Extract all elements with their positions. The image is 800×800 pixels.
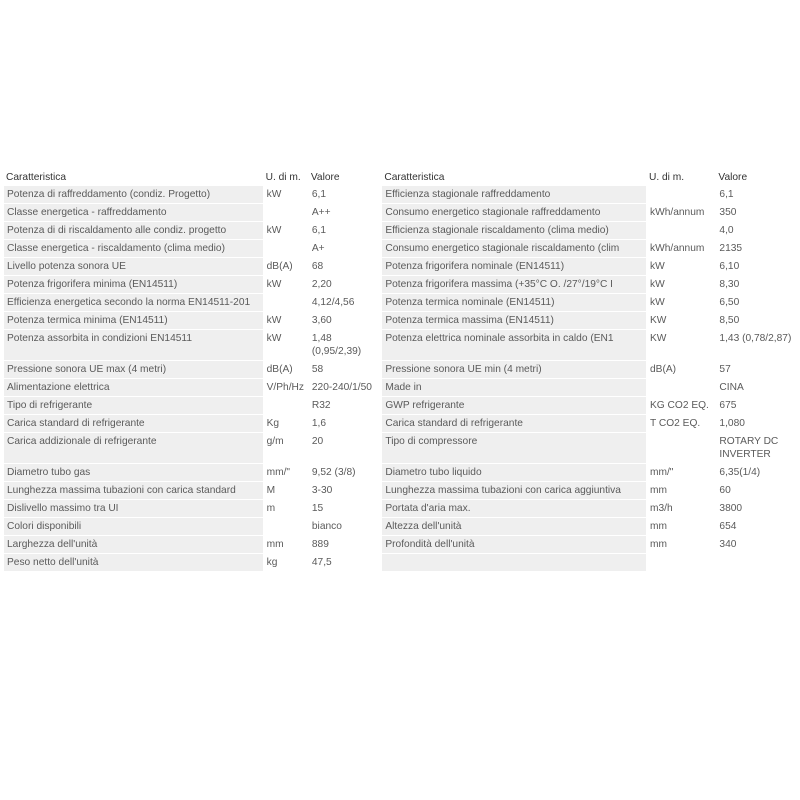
value-left: 4,12/4,56: [309, 294, 381, 311]
table-row: [4, 361, 799, 378]
table-row: [4, 276, 799, 293]
feature-right: Diametro tubo liquido: [382, 464, 646, 481]
value-right: 6,10: [716, 258, 799, 275]
value-left: 9,52 (3/8): [309, 464, 381, 481]
feature-right: Tipo di compressore: [382, 433, 646, 463]
value-right: 4,0: [716, 222, 799, 239]
unit-left: m: [264, 500, 308, 517]
unit-right: T CO2 EQ.: [647, 415, 715, 432]
feature-left: Tipo di refrigerante: [4, 397, 263, 414]
unit-left: V/Ph/Hz: [264, 379, 308, 396]
unit-right: kW: [647, 294, 715, 311]
feature-right: GWP refrigerante: [382, 397, 646, 414]
unit-left: g/m: [264, 433, 308, 463]
value-left: 220-240/1/50: [309, 379, 381, 396]
unit-right: [647, 379, 715, 396]
feature-left: Potenza termica minima (EN14511): [4, 312, 263, 329]
unit-right: kWh/annum: [647, 240, 715, 257]
value-right: 8,30: [716, 276, 799, 293]
unit-left: Kg: [264, 415, 308, 432]
value-right: ROTARY DC INVERTER: [716, 433, 799, 463]
unit-left: [264, 240, 308, 257]
table-row: [4, 204, 799, 221]
table-row: [4, 186, 799, 203]
feature-left: Pressione sonora UE max (4 metri): [4, 361, 263, 378]
value-right: 57: [716, 361, 799, 378]
spec-table: [3, 168, 800, 572]
feature-left: Lunghezza massima tubazioni con carica standard: [4, 482, 263, 499]
feature-right: Made in: [382, 379, 646, 396]
feature-left: Carica addizionale di refrigerante: [4, 433, 263, 463]
header-value-left: Valore: [309, 169, 381, 185]
unit-left: kW: [264, 330, 308, 360]
unit-left: dB(A): [264, 361, 308, 378]
feature-right: Potenza frigorifera massima (+35°C O. /27°/19°C I: [382, 276, 646, 293]
feature-left: Potenza assorbita in condizioni EN14511: [4, 330, 263, 360]
value-left: R32: [309, 397, 381, 414]
value-right: 1,080: [716, 415, 799, 432]
unit-left: kW: [264, 222, 308, 239]
header-value-right: Valore: [716, 169, 799, 185]
unit-right: KW: [647, 330, 715, 360]
unit-left: kW: [264, 312, 308, 329]
feature-left: Peso netto dell'unità: [4, 554, 263, 571]
unit-right: kW: [647, 258, 715, 275]
unit-right: m3/h: [647, 500, 715, 517]
feature-right: Altezza dell'unità: [382, 518, 646, 535]
feature-right: Pressione sonora UE min (4 metri): [382, 361, 646, 378]
unit-right: mm: [647, 518, 715, 535]
feature-left: Larghezza dell'unità: [4, 536, 263, 553]
spec-table-container: [3, 168, 800, 572]
feature-left: Classe energetica - raffreddamento: [4, 204, 263, 221]
value-right: 6,35(1/4): [716, 464, 799, 481]
spec-table-body: [4, 186, 799, 571]
unit-right: [647, 186, 715, 203]
header-row: [4, 169, 799, 185]
value-right: 8,50: [716, 312, 799, 329]
value-left: 1,48 (0,95/2,39): [309, 330, 381, 360]
table-row: [4, 258, 799, 275]
value-right: 6,50: [716, 294, 799, 311]
feature-right: Potenza termica massima (EN14511): [382, 312, 646, 329]
feature-right: Potenza elettrica nominale assorbita in caldo (EN1: [382, 330, 646, 360]
table-row: [4, 397, 799, 414]
header-feature-right: Caratteristica: [382, 169, 646, 185]
feature-right: [382, 554, 646, 571]
feature-left: Dislivello massimo tra UI: [4, 500, 263, 517]
unit-right: KG CO2 EQ.: [647, 397, 715, 414]
table-row: [4, 554, 799, 571]
unit-left: [264, 204, 308, 221]
table-row: [4, 312, 799, 329]
unit-left: kW: [264, 276, 308, 293]
value-left: 15: [309, 500, 381, 517]
table-row: [4, 518, 799, 535]
unit-right: kWh/annum: [647, 204, 715, 221]
feature-right: Efficienza stagionale riscaldamento (clima medio): [382, 222, 646, 239]
unit-right: [647, 222, 715, 239]
unit-right: [647, 433, 715, 463]
unit-left: kg: [264, 554, 308, 571]
value-right: 60: [716, 482, 799, 499]
value-left: 3,60: [309, 312, 381, 329]
feature-right: Efficienza stagionale raffreddamento: [382, 186, 646, 203]
value-right: 654: [716, 518, 799, 535]
feature-left: Efficienza energetica secondo la norma EN14511-201: [4, 294, 263, 311]
value-left: bianco: [309, 518, 381, 535]
table-row: [4, 500, 799, 517]
value-right: 6,1: [716, 186, 799, 203]
value-left: 2,20: [309, 276, 381, 293]
value-left: 58: [309, 361, 381, 378]
feature-left: Carica standard di refrigerante: [4, 415, 263, 432]
value-right: 340: [716, 536, 799, 553]
feature-right: Potenza frigorifera nominale (EN14511): [382, 258, 646, 275]
table-row: [4, 482, 799, 499]
header-unit-left: U. di m.: [264, 169, 308, 185]
unit-left: [264, 518, 308, 535]
unit-right: mm: [647, 536, 715, 553]
feature-right: Profondità dell'unità: [382, 536, 646, 553]
feature-left: Livello potenza sonora UE: [4, 258, 263, 275]
feature-right: Lunghezza massima tubazioni con carica aggiuntiva: [382, 482, 646, 499]
value-right: 2135: [716, 240, 799, 257]
feature-left: Classe energetica - riscaldamento (clima medio): [4, 240, 263, 257]
feature-left: Alimentazione elettrica: [4, 379, 263, 396]
feature-left: Colori disponibili: [4, 518, 263, 535]
unit-right: KW: [647, 312, 715, 329]
value-right: [716, 554, 799, 571]
table-row: [4, 379, 799, 396]
feature-right: Consumo energetico stagionale raffreddamento: [382, 204, 646, 221]
value-left: 68: [309, 258, 381, 275]
table-row: [4, 536, 799, 553]
feature-right: Carica standard di refrigerante: [382, 415, 646, 432]
feature-right: Portata d'aria max.: [382, 500, 646, 517]
feature-right: Potenza termica nominale (EN14511): [382, 294, 646, 311]
value-left: A+: [309, 240, 381, 257]
value-left: 6,1: [309, 186, 381, 203]
feature-left: Diametro tubo gas: [4, 464, 263, 481]
unit-left: [264, 294, 308, 311]
value-right: CINA: [716, 379, 799, 396]
table-row: [4, 240, 799, 257]
feature-left: Potenza di di riscaldamento alle condiz. progetto: [4, 222, 263, 239]
unit-right: mm: [647, 482, 715, 499]
value-right: 350: [716, 204, 799, 221]
table-row: [4, 330, 799, 360]
table-row: [4, 464, 799, 481]
value-left: A++: [309, 204, 381, 221]
header-feature-left: Caratteristica: [4, 169, 263, 185]
unit-left: kW: [264, 186, 308, 203]
value-right: 3800: [716, 500, 799, 517]
unit-right: kW: [647, 276, 715, 293]
table-row: [4, 222, 799, 239]
unit-left: M: [264, 482, 308, 499]
value-left: 889: [309, 536, 381, 553]
unit-left: dB(A): [264, 258, 308, 275]
value-left: 6,1: [309, 222, 381, 239]
value-right: 1,43 (0,78/2,87): [716, 330, 799, 360]
unit-right: dB(A): [647, 361, 715, 378]
unit-right: mm/": [647, 464, 715, 481]
unit-right: [647, 554, 715, 571]
unit-left: mm: [264, 536, 308, 553]
value-left: 47,5: [309, 554, 381, 571]
value-left: 3-30: [309, 482, 381, 499]
value-left: 20: [309, 433, 381, 463]
header-unit-right: U. di m.: [647, 169, 715, 185]
value-left: 1,6: [309, 415, 381, 432]
unit-left: [264, 397, 308, 414]
feature-left: Potenza frigorifera minima (EN14511): [4, 276, 263, 293]
table-row: [4, 294, 799, 311]
feature-left: Potenza di raffreddamento (condiz. Progetto): [4, 186, 263, 203]
table-row: [4, 415, 799, 432]
table-row: [4, 433, 799, 463]
unit-left: mm/": [264, 464, 308, 481]
feature-right: Consumo energetico stagionale riscaldamento (clim: [382, 240, 646, 257]
value-right: 675: [716, 397, 799, 414]
